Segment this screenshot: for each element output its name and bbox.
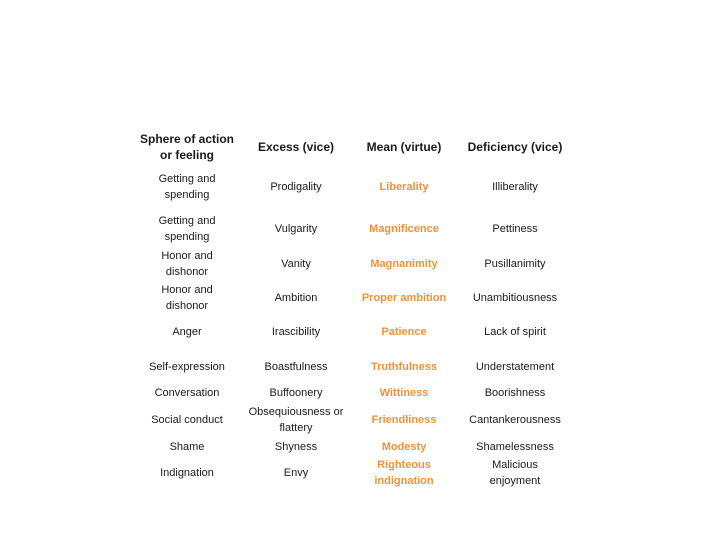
table-header (132, 124, 572, 170)
mean-cell: Friendliness (371, 414, 437, 426)
mean-cell: Liberality (379, 181, 429, 193)
excess-cell: Vulgarity (274, 223, 318, 235)
header-deficiency: Deficiency (vice) (467, 140, 563, 154)
deficiency-cell: Lack of spirit (484, 326, 546, 338)
excess-cell: Irascibility (271, 326, 321, 338)
sphere-cell: Anger (172, 326, 202, 338)
excess-cell: Prodigality (270, 181, 322, 193)
mean-cell: Patience (381, 326, 427, 338)
excess-cell: Envy (283, 467, 309, 479)
excess-cell: Vanity (281, 258, 311, 270)
table-row (132, 402, 572, 438)
deficiency-cell: Pusillanimity (484, 258, 546, 270)
deficiency-cell: Illiberality (492, 181, 538, 193)
deficiency-cell: Cantankerousness (469, 414, 561, 426)
table-row (132, 457, 572, 489)
excess-cell: Boastfulness (264, 361, 328, 373)
table-row (132, 438, 572, 456)
header-excess: Excess (vice) (257, 140, 335, 154)
sphere-cell: Social conduct (151, 414, 223, 426)
table-row (132, 247, 572, 281)
deficiency-cell: Malicious enjoyment (489, 459, 541, 487)
deficiency-cell: Understatement (475, 361, 555, 373)
deficiency-cell: Shamelessness (476, 441, 554, 453)
sphere-cell: Getting and spending (158, 215, 216, 243)
mean-cell: Truthfulness (370, 361, 437, 373)
mean-cell: Magnanimity (370, 258, 438, 270)
sphere-cell: Self-expression (149, 361, 225, 373)
sphere-cell: Conversation (154, 387, 220, 399)
header-sphere: Sphere of action or feeling (139, 132, 234, 162)
sphere-cell: Shame (169, 441, 205, 453)
mean-cell: Wittiness (379, 387, 429, 399)
sphere-cell: Getting and spending (158, 173, 216, 201)
mean-cell: Magnificence (369, 223, 439, 235)
deficiency-cell: Pettiness (492, 223, 538, 235)
excess-cell: Ambition (274, 292, 318, 304)
deficiency-cell: Unambitiousness (472, 292, 558, 304)
table-row (132, 315, 572, 349)
excess-cell: Obsequiousness or flattery (248, 406, 344, 434)
table-row (132, 168, 572, 206)
mean-cell: Modesty (381, 441, 427, 453)
table-row (132, 281, 572, 315)
sphere-cell: Honor and dishonor (161, 250, 213, 278)
sphere-cell: Honor and dishonor (161, 284, 213, 312)
mean-cell: Proper ambition (361, 292, 447, 304)
deficiency-cell: Boorishness (484, 387, 546, 399)
table-row (132, 210, 572, 248)
excess-cell: Buffoonery (269, 387, 323, 399)
mean-cell: Righteous indignation (374, 459, 434, 487)
sphere-cell: Indignation (160, 467, 214, 479)
header-mean: Mean (virtue) (366, 140, 442, 154)
excess-cell: Shyness (274, 441, 318, 453)
